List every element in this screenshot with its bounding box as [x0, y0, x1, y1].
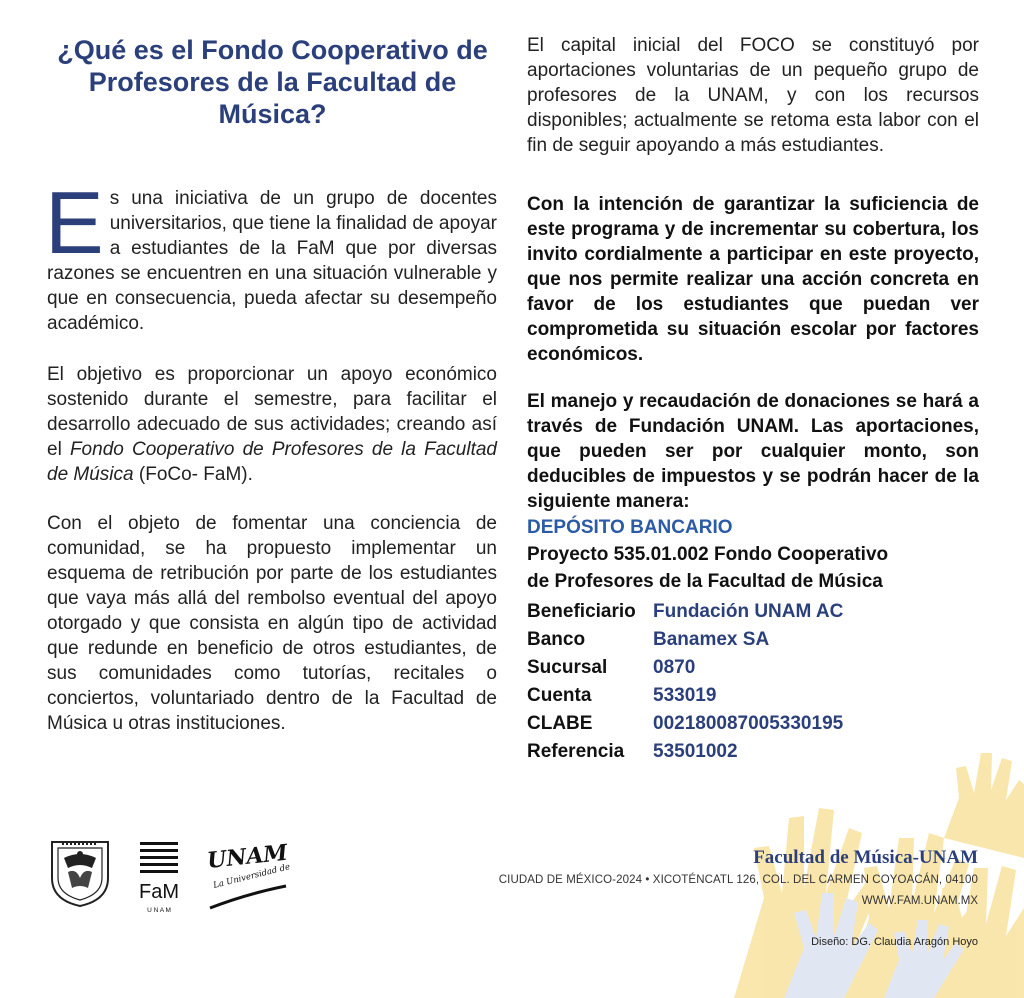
project-line-1: Proyecto 535.01.002 Fondo Cooperativo [527, 544, 889, 565]
footer-website: WWW.FAM.UNAM.MX [861, 895, 978, 907]
community-paragraph: Con el objeto de fomentar una conciencia de comunidad, se ha propuesto implementar un esquema de retribución por parte de los estudiantes que vaya más allá del rembolso eventual del apoyo otorgado y que consista en algún tipo de actividad que redunde en beneficio de otros estudiantes, de sus comunidades como tutorías, recitales o conciertos, voluntariado dentro de la Facultad de Música u otras instituciones. [47, 513, 497, 734]
bank-details-table [527, 597, 843, 765]
footer-address: CIUDAD DE MÉXICO-2024 • XICOTÉNCATL 126, COL. DEL CARMEN COYOACÁN, 04100 [498, 874, 978, 886]
bank-row-cuenta [527, 681, 843, 709]
bank-label: CLABE [527, 712, 593, 734]
bank-value: Banamex SA [653, 628, 770, 650]
faculty-name: Facultad de Música-UNAM [753, 847, 978, 868]
bank-label: Banco [527, 628, 586, 650]
bank-row-clabe [527, 709, 843, 737]
bank-deposit-section [527, 514, 979, 765]
deposit-heading: DEPÓSITO BANCARIO [527, 517, 733, 538]
bank-value: 53501002 [653, 740, 738, 762]
bank-value: 0870 [653, 656, 696, 678]
project-line-2: de Profesores de la Facultad de Música [527, 571, 883, 592]
fam-logo [138, 840, 182, 921]
drop-cap: E [45, 173, 104, 272]
bank-label: Referencia [527, 740, 625, 762]
page-title: ¿Qué es el Fondo Cooperativo de Profesores de la Facultad de Música? [57, 35, 488, 129]
fund-name-italic: Fondo Cooperativo de Profesores de la Facultad de Música [47, 439, 497, 485]
design-credit [811, 936, 978, 948]
unam-script-text: UNAM [206, 842, 289, 874]
fam-logo-text: FaM [139, 881, 179, 903]
objective-text: El objetivo es proporcionar un apoyo económico sostenido durante el semestre, para facilitar el desarrollo adecuado de sus actividades; creando así el [47, 364, 497, 460]
fam-logo-sub: U N A M [147, 907, 171, 914]
design-label: Diseño: [811, 936, 852, 948]
invitation-paragraph: Con la intención de garantizar la suficiencia de este programa y de incrementar su cobertura, los invito cordialmente a participar en este proyecto, que nos permite realizar una acción concreta en favor de los estudiantes que puedan ver comprometida su situación escolar por factores económicos. [527, 194, 979, 365]
objective-paragraph [47, 362, 497, 487]
footer-block [499, 846, 978, 912]
intro-text: s una iniciativa de un grupo de docentes universitarios, que tiene la finalidad de apoyar a estudiantes de la FaM que por diversas razones se encuentren en una situación vulnerable y que en consecuencia, pueda afectar su desempeño académico. [47, 188, 497, 334]
unam-nacion-logo [206, 842, 290, 923]
capital-paragraph: El capital inicial del FOCO se constituyó por aportaciones voluntarias de un pequeño grupo de profesores de la UNAM, y con los recursos disponibles; actualmente se retoma esta labor con el fin de seguir apoyando a más estudiantes. [527, 35, 979, 156]
unam-seal-icon [48, 838, 112, 913]
right-column [527, 33, 979, 765]
design-name: DG. Claudia Aragón Hoyo [851, 936, 978, 948]
bank-value: 002180087005330195 [653, 712, 844, 734]
bank-label: Beneficiario [527, 600, 636, 622]
fund-abbrev: (FoCo- FaM). [133, 464, 253, 485]
bank-row-beneficiario [527, 597, 843, 625]
intro-paragraph [45, 173, 497, 336]
left-column [45, 173, 497, 760]
bank-value: 533019 [653, 684, 717, 706]
bank-row-sucursal [527, 653, 843, 681]
bank-row-banco [527, 625, 843, 653]
bank-value: Fundación UNAM AC [653, 600, 844, 622]
bank-label: Sucursal [527, 656, 608, 678]
bank-label: Cuenta [527, 684, 592, 706]
bank-row-referencia [527, 737, 843, 765]
unam-tagline-text: La Universidad de [212, 862, 290, 891]
donation-paragraph: El manejo y recaudación de donaciones se hará a través de Fundación UNAM. Las aportaciones, que pueden ser por cualquier monto, son deducibles de impuestos y se podrán hacer de la siguiente manera: [527, 391, 979, 512]
